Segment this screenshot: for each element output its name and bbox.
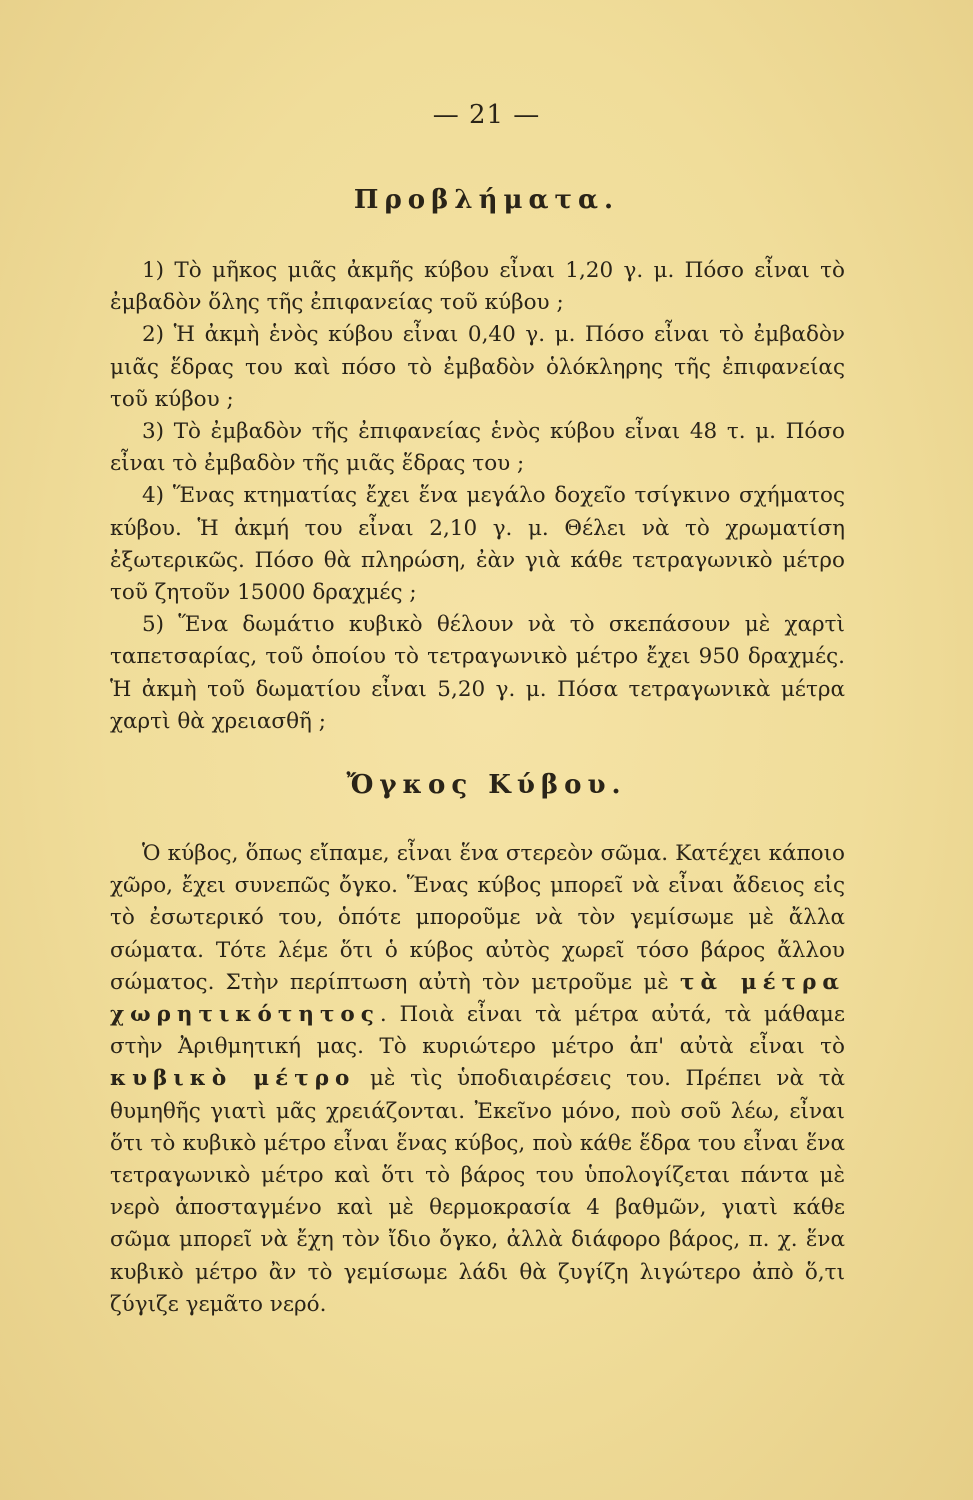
problem-item-1: 1) Τὸ μῆκος μιᾶς ἀκμῆς κύβου εἶναι 1,20 γ. μ. Πόσο εἶναι τὸ ἐμβαδὸν ὅλης τῆς ἐπιφανείας τοῦ κύβου ;: [110, 258, 845, 316]
problem-item-5: 5) Ἕνα δωμάτιο κυβικὸ θέλουν νὰ τὸ σκεπάσουν μὲ χαρτὶ ταπετσαρίας, τοῦ ὁποίου τὸ τετραγωνικὸ μέτρο ἔχει 950 δραχμές. Ἡ ἀκμὴ τοῦ δωματίου εἶναι 5,20 γ. μ. Πόσα τετραγωνικὰ μέτρα χαρτὶ θὰ χρειασθῆ ;: [110, 612, 845, 734]
volume-text-part-3: μὲ τὶς ὑποδιαιρέσεις του. Πρέπει νὰ τὰ θυμηθῆς γιατὶ μᾶς χρειάζονται. Ἐκεῖνο μόνο, ποὺ σοῦ λέω, εἶναι ὅτι τὸ κυβικὸ μέτρο εἶναι ἕνας κύβος, ποὺ κάθε ἕδρα του εἶναι ἕνα τετραγωνικὸ μέτρο καὶ ὅτι τὸ βάρος του ὑπολογίζεται πάντα μὲ νερὸ ἀποσταγμένο καὶ μὲ θερμοκρασία 4 βαθμῶν, γιατὶ κάθε σῶμα μπορεῖ νὰ ἔχη τὸν ἴδιο ὄγκο, ἀλλὰ διάφορο βάρος, π. χ. ἕνα κυβικὸ μέτρο ἂν τὸ γεμίσωμε λάδι θὰ ζυγίζη λιγώτερο ἀπὸ ὅ,τι ζύγιζε γεμᾶτο νερό.: [110, 1066, 845, 1317]
volume-text-part-1: Ὁ κύβος, ὅπως εἴπαμε, εἶναι ἕνα στερεὸν σῶμα. Κατέχει κάποιο χῶρο, ἔχει συνεπῶς ὄγκο. Ἕνας κύβος μπορεῖ νὰ εἶναι ἄδειος εἰς τὸ ἐσωτερικό του, ὁπότε μποροῦμε νὰ τὸν γεμίσωμε μὲ ἄλλα σώματα. Τότε λέμε ὅτι ὁ κύβος αὐτὸς χωρεῖ τόσο βάρος ἄλλου σώματος. Στὴν περίπτωση αὐτὴ τὸν μετροῦμε μὲ: [110, 841, 845, 995]
problem-item-3: 3) Τὸ ἐμβαδὸν τῆς ἐπιφανείας ἑνὸς κύβου εἶναι 48 τ. μ. Πόσο εἶναι τὸ ἐμβαδὸν τῆς μιᾶς ἕδρας του ;: [110, 419, 845, 477]
section-title-problems: Προβλήματα.: [353, 185, 620, 215]
page-number: — 21 —: [432, 100, 541, 130]
problem-item-2: 2) Ἡ ἀκμὴ ἑνὸς κύβου εἶναι 0,40 γ. μ. Πόσο εἶναι τὸ ἐμβαδὸν μιᾶς ἕδρας του καὶ πόσο τὸ ἐμβαδὸν ὁλόκληρης τῆς ἐπιφανείας τοῦ κύβου ;: [110, 322, 845, 412]
term-cubic-meter: κυβικὸ μέτρο: [110, 1066, 356, 1092]
section-title-volume: Ὄγκος Κύβου.: [346, 770, 627, 800]
volume-text: [110, 838, 845, 1321]
term-capacity-measures: τὰ μέτρα χωρητικότητος: [110, 969, 845, 1028]
volume-text-part-2: . Ποιὰ εἶναι τὰ μέτρα αὐτά, τὰ μάθαμε στὴν Ἀριθμητική μας. Τὸ κυριώτερο μέτρο ἀπ' αὐτὰ εἶναι τὸ: [110, 1002, 845, 1060]
problems-list: [110, 255, 845, 738]
problem-item-4: 4) Ἕνας κτηματίας ἔχει ἕνα μεγάλο δοχεῖο τσίγκινο σχήματος κύβου. Ἡ ἀκμή του εἶναι 2,10 γ. μ. Θέλει νὰ τὸ χρωματίση ἐξωτερικῶς. Πόσο θὰ πληρώση, ἐὰν γιὰ κάθε τετραγωνικὸ μέτρο τοῦ ζητοῦν 15000 δραχμές ;: [110, 483, 845, 606]
volume-paragraph: [110, 838, 845, 1321]
